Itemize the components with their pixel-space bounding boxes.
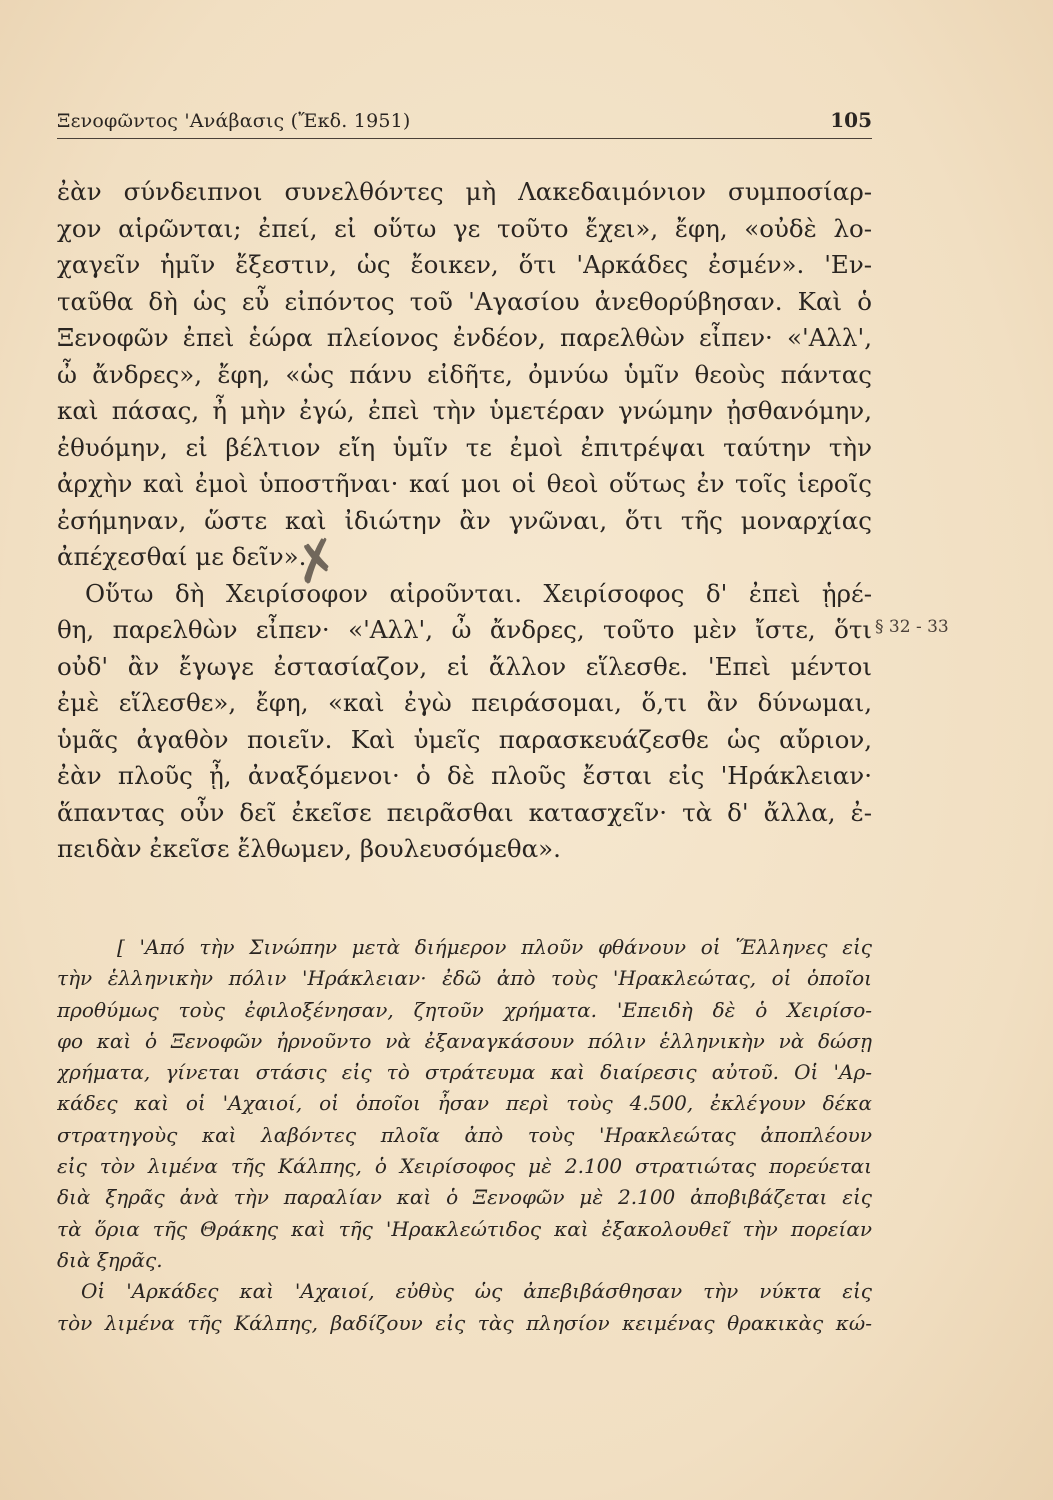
text-line: ἐμὲ εἵλεσθε», ἔφη, «καὶ ἐγὼ πειράσομαι, ὅ,τι ἂν δύνωμαι, — [57, 688, 872, 717]
page-number: 105 — [830, 108, 872, 132]
summary-line: φο καὶ ὁ Ξενοφῶν ἠρνοῦντο νὰ ἐξαναγκάσουν πόλιν ἑλληνικὴν νὰ δώσῃ — [57, 1028, 872, 1053]
summary-line: χρήματα, γίνεται στάσις εἰς τὸ στράτευμα καὶ διαίρεσις αὐτοῦ. Οἱ 'Αρ- — [57, 1060, 872, 1085]
text-line: ἐσήμηναν, ὥστε καὶ ἰδιώτην ἂν γνῶναι, ὅτι τῆς μοναρχίας — [57, 505, 872, 535]
summary-text — [57, 932, 872, 1339]
summary-line: στρατηγοὺς καὶ λαβόντες πλοῖα ἀπὸ τοὺς 'Ηρακλεώτας ἀποπλέουν — [57, 1122, 872, 1147]
text-line: ἅπαντας οὖν δεῖ ἐκεῖσε πειρᾶσθαι κατασχεῖν· τὰ δ' ἄλλα, ἐ- — [57, 797, 872, 827]
text-line: πειδὰν ἐκεῖσε ἔλθωμεν, βουλευσόμεθα». — [57, 834, 561, 863]
summary-line: διὰ ξηρᾶς ἀνὰ τὴν παραλίαν καὶ ὁ Ξενοφῶν μὲ 2.100 ἀποβιβάζεται εἰς — [57, 1185, 872, 1210]
text-line: ἐθυόμην, εἰ βέλτιον εἴη ὑμῖν τε ἐμοὶ ἐπιτρέψαι ταύτην τὴν — [57, 432, 872, 462]
text-line: χαγεῖν ἡμῖν ἔξεστιν, ὡς ἔοικεν, ὅτι 'Αρκάδες ἐσμέν». 'Εν- — [57, 250, 872, 279]
text-line: ὦ ἄνδρες», ἔφη, «ὡς πάνυ εἰδῆτε, ὀμνύω ὑμῖν θεοὺς πάντας — [57, 359, 872, 389]
running-title: Ξενοφῶντος 'Ανάβασις (Ἔκδ. 1951) — [57, 110, 411, 132]
text-line: ἀπέχεσθαί με δεῖν». — [57, 542, 307, 571]
text-line: θη, παρελθὼν εἶπεν· «'Αλλ', ὦ ἄνδρες, τοῦτο μὲν ἴστε, ὅτι — [57, 615, 872, 644]
text-line: ἀρχὴν καὶ ἐμοὶ ὑποστῆναι· καί μοι οἱ θεοὶ οὕτως ἐν τοῖς ἱεροῖς — [57, 469, 872, 498]
pencil-cross-mark: ✗ — [286, 525, 347, 598]
section-margin-note: § 32 - 33 — [875, 617, 949, 637]
text-line: καὶ πάσας, ἦ μὴν ἐγώ, ἐπεὶ τὴν ὑμετέραν γνώμην ᾐσθανόμην, — [57, 396, 872, 425]
summary-line: εἰς τὸν λιμένα τῆς Κάλπης, ὁ Χειρίσοφος μὲ 2.100 στρατιώτας πορεύεται — [57, 1154, 872, 1179]
summary-line: κάδες καὶ οἱ 'Αχαιοί, οἱ ὁποῖοι ἦσαν περὶ τοὺς 4.500, ἐκλέγουν δέκα — [57, 1091, 872, 1116]
text-line: Οὕτω δὴ Χειρίσοφον αἱροῦνται. Χειρίσοφος δ' ἐπεὶ ᾑρέ- — [85, 578, 872, 608]
summary-line: τὸν λιμένα τῆς Κάλπης, βαδίζουν εἰς τὰς πλησίον κειμένας θρακικὰς κώ- — [57, 1310, 872, 1335]
running-header — [57, 108, 872, 139]
text-line: ἐὰν σύνδειπνοι συνελθόντες μὴ Λακεδαιμόνιον συμποσίαρ- — [57, 177, 872, 206]
summary-line: προθύμως τοὺς ἐφιλοξένησαν, ζητοῦν χρήματα. 'Επειδὴ δὲ ὁ Χειρίσο- — [57, 997, 872, 1022]
text-line: Ξενοφῶν ἐπεὶ ἑώρα πλείονος ἐνδέον, παρελθὼν εἶπεν· «'Αλλ', — [57, 323, 872, 352]
text-line: οὐδ' ἂν ἔγωγε ἐστασίαζον, εἰ ἄλλον εἵλεσθε. 'Επεὶ μέντοι — [57, 651, 872, 681]
text-line: ὑμᾶς ἀγαθὸν ποιεῖν. Καὶ ὑμεῖς παρασκευάζεσθε ὡς αὔριον, — [57, 724, 872, 754]
summary-line: διὰ ξηρᾶς. — [57, 1247, 163, 1272]
summary-line: Οἱ 'Αρκάδες καὶ 'Αχαιοί, εὐθὺς ὡς ἀπεβιβάσθησαν τὴν νύκτα εἰς — [81, 1279, 872, 1304]
text-line: ταῦθα δὴ ὡς εὖ εἰπόντος τοῦ 'Αγασίου ἀνεθορύβησαν. Καὶ ὁ — [57, 286, 872, 316]
main-text — [57, 174, 872, 868]
text-line: χον αἱρῶνται; ἐπεί, εἰ οὕτω γε τοῦτο ἔχει», ἔφη, «οὐδὲ λο- — [57, 213, 872, 243]
summary-line: [ 'Από τὴν Σινώπην μετὰ διήμερον πλοῦν φθάνουν οἱ Ἕλληνες εἰς — [117, 935, 872, 959]
text-line: ἐὰν πλοῦς ᾖ, ἀναξόμενοι· ὁ δὲ πλοῦς ἔσται εἰς 'Ηράκλειαν· — [57, 761, 872, 790]
summary-line: τὰ ὅρια τῆς Θράκης καὶ τῆς 'Ηρακλεώτιδος καὶ ἐξακολουθεῖ τὴν πορείαν — [57, 1216, 872, 1241]
summary-line: τὴν ἑλληνικὴν πόλιν 'Ηράκλειαν· ἐδῶ ἀπὸ τοὺς 'Ηρακλεώτας, οἱ ὁποῖοι — [57, 966, 872, 991]
